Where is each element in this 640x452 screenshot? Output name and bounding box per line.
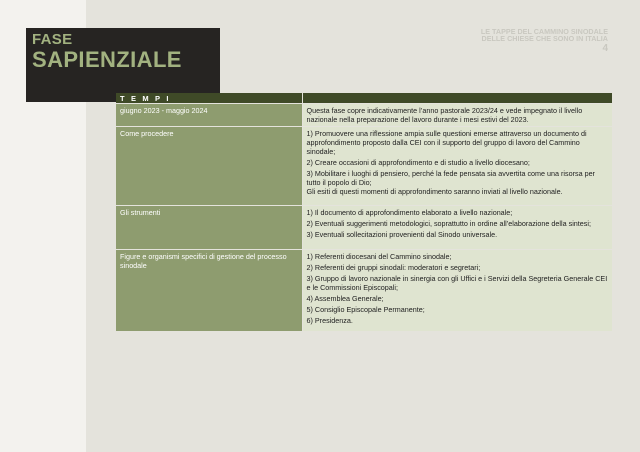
- row-content: [302, 127, 612, 206]
- running-header: [388, 28, 608, 55]
- row-line: 1) Il documento di approfondimento elaborato a livello nazionale;: [306, 208, 513, 217]
- phase-table: [116, 93, 612, 331]
- row-line: Gli esiti di questi momenti di approfondimento saranno inviati al livello nazionale.: [306, 187, 563, 196]
- table-header-row: [116, 93, 612, 104]
- row-line: 4) Assemblea Generale;: [306, 294, 384, 303]
- phase-name: SAPIENZIALE: [32, 47, 182, 72]
- table-row: [116, 127, 612, 206]
- row-line: 3) Gruppo di lavoro nazionale in sinergia con gli Uffici e i Servizi della Segreteria Generale CEI e le Commissioni Episcopali;: [306, 274, 608, 292]
- table-row: [116, 250, 612, 331]
- phase-title-block: [26, 28, 220, 102]
- row-content: [302, 206, 612, 250]
- row-line: 2) Creare occasioni di approfondimento e di studio a livello diocesano;: [306, 158, 530, 167]
- row-line: 2) Eventuali suggerimenti metodologici, soprattutto in ordine all’elaborazione della sintesi;: [306, 219, 591, 228]
- row-line: 1) Referenti diocesani del Cammino sinodale;: [306, 252, 452, 261]
- row-line: 3) Mobilitare i luoghi di pensiero, perché la fede pensata sia avvertita come una risorsa per tutto il popolo di Dio;: [306, 169, 595, 187]
- row-line: 6) Presidenza.: [306, 316, 353, 325]
- row-line: 3) Eventuali sollecitazioni provenienti dal Sinodo universale.: [306, 230, 498, 239]
- table-row: [116, 206, 612, 250]
- table-header-empty: [302, 93, 612, 104]
- series-title-line1: LE TAPPE DEL CAMMINO SINODALE: [480, 27, 608, 36]
- row-line: 2) Referenti dei gruppi sinodali: moderatori e segretari;: [306, 263, 481, 272]
- row-line: 1) Promuovere una riflessione ampia sulle questioni emerse attraverso un documento di approfondimento proposto dalla CEI con il supporto del gruppo di lavoro del Cammino sinodale;: [306, 129, 587, 156]
- phase-label: FASE: [32, 31, 73, 48]
- row-line: Questa fase copre indicativamente l’anno pastorale 2023/24 e vede impegnato il livello nazionale nella preparazione del lavoro durante i mesi estivi del 2023.: [306, 106, 583, 124]
- row-label: Come procedere: [116, 127, 302, 206]
- row-label: giugno 2023 - maggio 2024: [116, 104, 302, 127]
- row-label: Figure e organismi specifici di gestione del processo sinodale: [116, 250, 302, 331]
- table-header-label: TEMPI: [116, 93, 302, 104]
- row-line: 5) Consiglio Episcopale Permanente;: [306, 305, 425, 314]
- row-content: [302, 250, 612, 331]
- row-content: [302, 104, 612, 127]
- page-number: 4: [602, 42, 608, 54]
- series-title-line2: DELLE CHIESE CHE SONO IN ITALIA: [481, 34, 608, 44]
- table-row: [116, 104, 612, 127]
- row-label: Gli strumenti: [116, 206, 302, 250]
